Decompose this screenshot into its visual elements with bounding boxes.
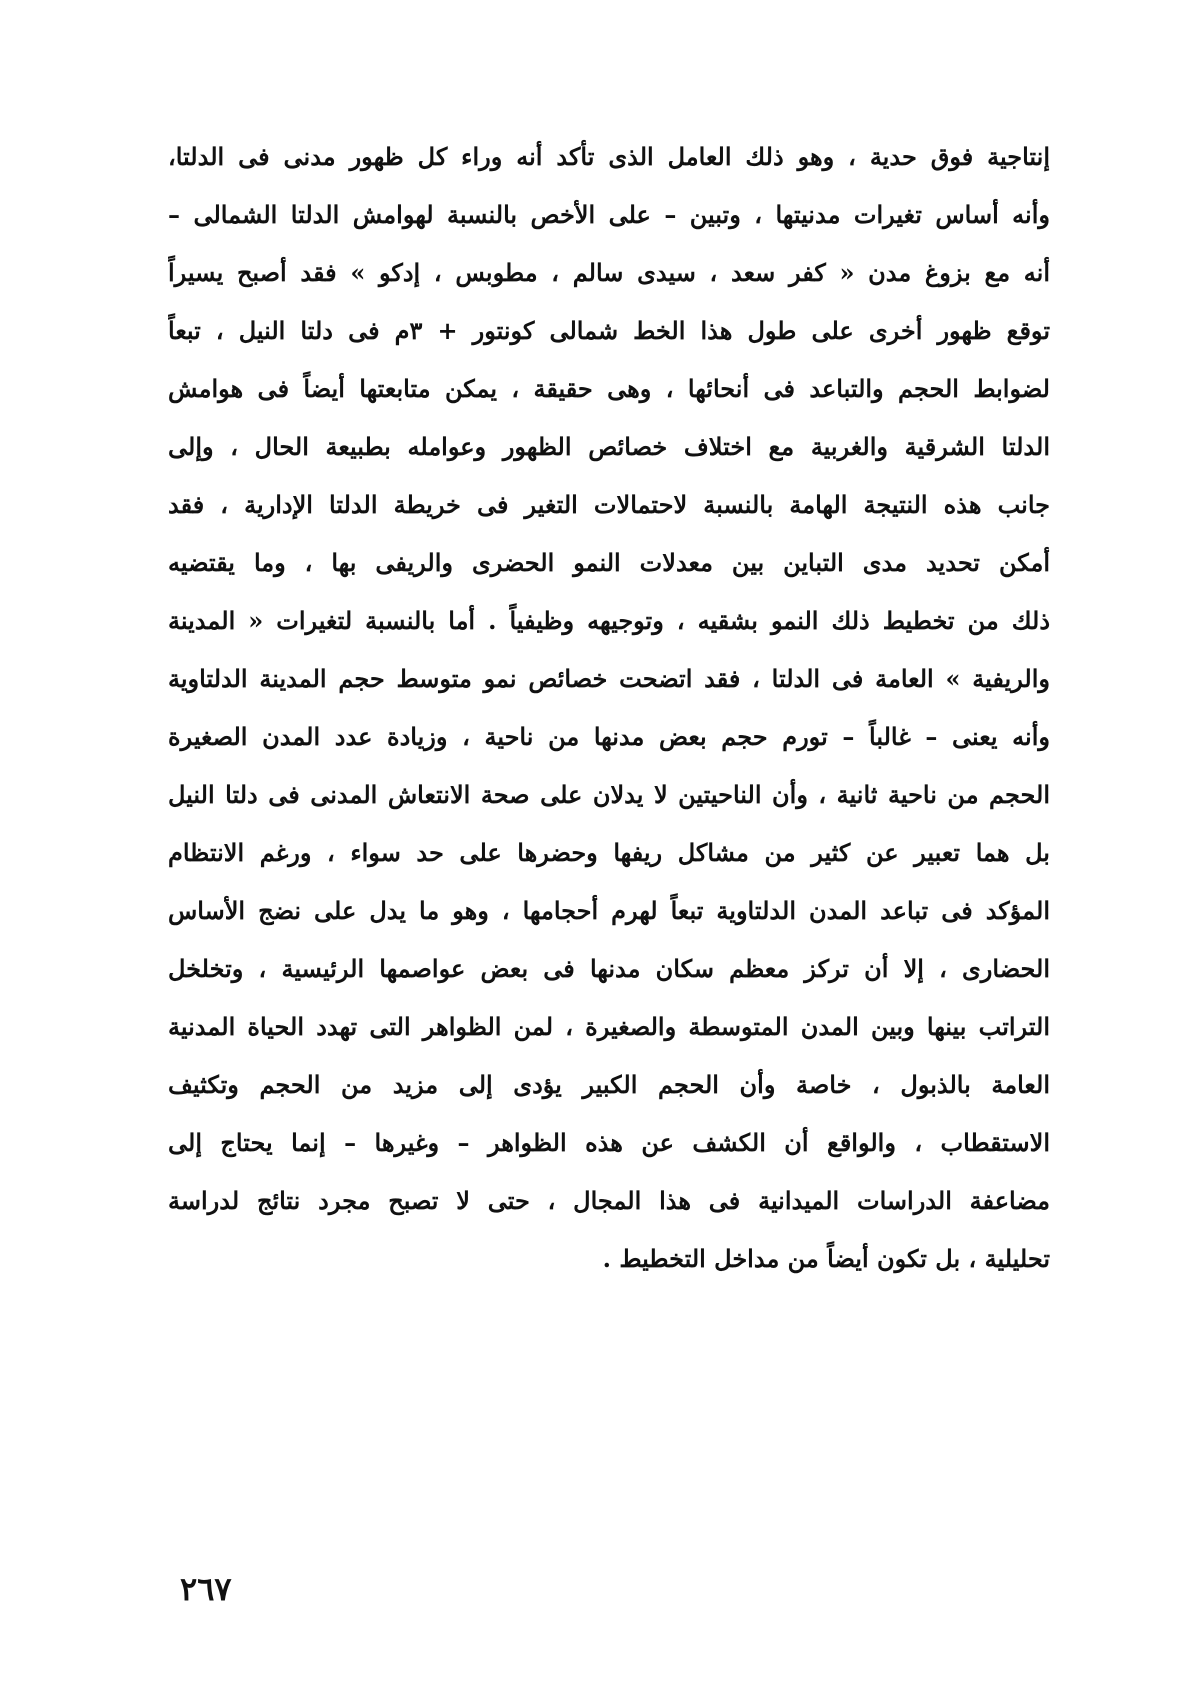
text-line: ذلك من تخطيط ذلك النمو بشقيه ، وتوجيهه وظيفياً . أما بالنسبة لتغيرات « المدينة bbox=[168, 606, 1050, 635]
text-line: لضوابط الحجم والتباعد فى أنحائها ، وهى حقيقة ، يمكن متابعتها أيضاً فى هوامش bbox=[168, 374, 1050, 403]
text-line: الحضارى ، إلا أن تركز معظم سكان مدنها فى بعض عواصمها الرئيسية ، وتخلخل bbox=[168, 954, 1050, 983]
text-line: والريفية » العامة فى الدلتا ، فقد اتضحت خصائص نمو متوسط حجم المدينة الدلتاوية bbox=[168, 664, 1050, 693]
text-line: العامة بالذبول ، خاصة وأن الحجم الكبير يؤدى إلى مزيد من الحجم وتكثيف bbox=[168, 1070, 1050, 1099]
body-text bbox=[168, 128, 1050, 1288]
text-line: وأنه يعنى – غالباً – تورم حجم بعض مدنها من ناحية ، وزيادة عدد المدن الصغيرة bbox=[168, 722, 1050, 751]
text-line: أنه مع بزوغ مدن « كفر سعد ، سيدى سالم ، مطوبس ، إدكو » فقد أصبح يسيراً bbox=[168, 258, 1050, 287]
text-line: وأنه أساس تغيرات مدنيتها ، وتبين – على الأخص بالنسبة لهوامش الدلتا الشمالى – bbox=[168, 200, 1050, 229]
text-line: المؤكد فى تباعد المدن الدلتاوية تبعاً لهرم أحجامها ، وهو ما يدل على نضج الأساس bbox=[168, 896, 1050, 925]
text-line: الدلتا الشرقية والغربية مع اختلاف خصائص الظهور وعوامله بطبيعة الحال ، وإلى bbox=[168, 432, 1050, 461]
text-line: تحليلية ، بل تكون أيضاً من مداخل التخطيط . bbox=[602, 1244, 1050, 1273]
page-number: ٢٦٧ bbox=[180, 1570, 232, 1608]
text-line: التراتب بينها وبين المدن المتوسطة والصغيرة ، لمن الظواهر التى تهدد الحياة المدنية bbox=[168, 1012, 1050, 1041]
text-line: الاستقطاب ، والواقع أن الكشف عن هذه الظواهر – وغيرها – إنما يحتاج إلى bbox=[168, 1128, 1050, 1157]
text-line: مضاعفة الدراسات الميدانية فى هذا المجال ، حتى لا تصبح مجرد نتائج لدراسة bbox=[168, 1186, 1050, 1215]
text-line: أمكن تحديد مدى التباين بين معدلات النمو الحضرى والريفى بها ، وما يقتضيه bbox=[168, 548, 1050, 577]
text-line: بل هما تعبير عن كثير من مشاكل ريفها وحضرها على حد سواء ، ورغم الانتظام bbox=[168, 838, 1050, 867]
text-line: توقع ظهور أخرى على طول هذا الخط شمالى كونتور + ٣م فى دلتا النيل ، تبعاً bbox=[168, 316, 1050, 345]
text-line: جانب هذه النتيجة الهامة بالنسبة لاحتمالات التغير فى خريطة الدلتا الإدارية ، فقد bbox=[168, 490, 1050, 519]
text-line: الحجم من ناحية ثانية ، وأن الناحيتين لا يدلان على صحة الانتعاش المدنى فى دلتا النيل bbox=[168, 780, 1050, 809]
text-line: إنتاجية فوق حدية ، وهو ذلك العامل الذى تأكد أنه وراء كل ظهور مدنى فى الدلتا، bbox=[168, 142, 1050, 171]
